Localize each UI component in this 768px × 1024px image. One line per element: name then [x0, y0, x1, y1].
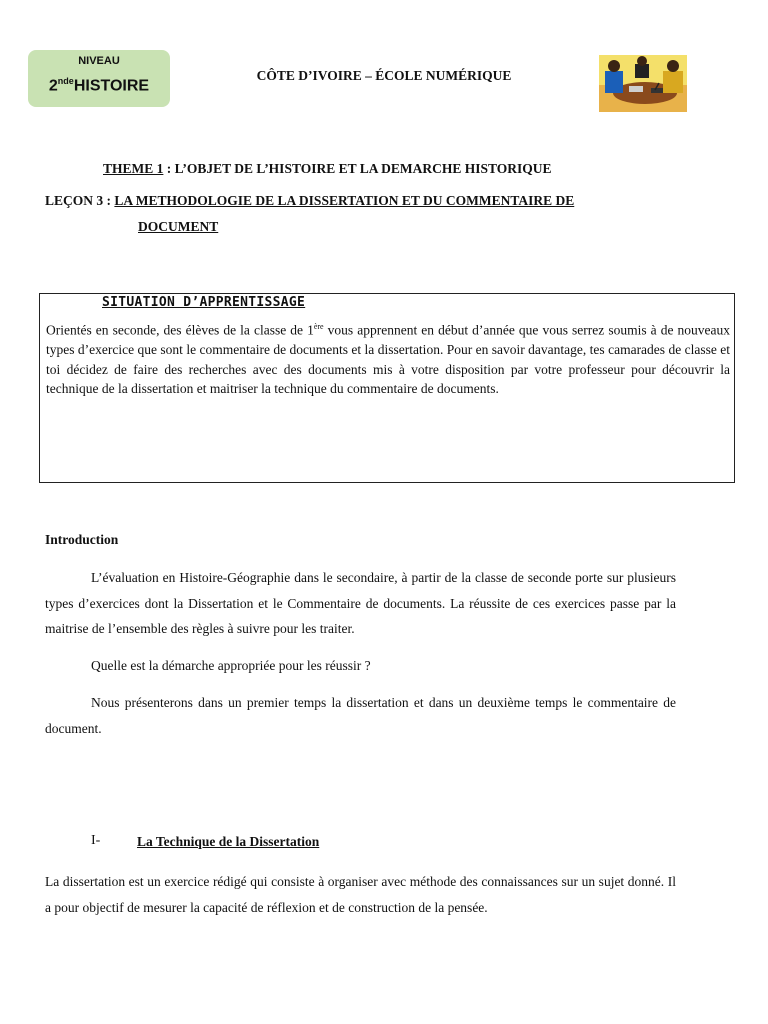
students-illustration-icon: [599, 55, 687, 112]
section-paragraph: La dissertation est un exercice rédigé qui consiste à organiser avec méthode des connaissances sur un sujet donné. Il a pour objectif de mesurer la capacité de réflexion et de construction de la pensée.: [45, 874, 676, 915]
intro-paragraph-1: [45, 565, 676, 642]
situation-text: [46, 317, 730, 399]
theme-separator: :: [163, 161, 175, 176]
lesson-title-line2: DOCUMENT: [138, 219, 219, 234]
lesson-heading: [45, 193, 574, 209]
situation-text-rest: vous apprennent en début d’année que vous serrez soumis à de nouveaux types d’exercice que sont le commentaire de documents et la dissertation. Pour en savoir davantage, tes camarades de classe et toi décidez de faire des recherches avec des documents mis à votre disposition par votre professeur pour découvrir la technique de la dissertation et maitriser la technique du commentaire de documents.: [46, 322, 730, 396]
intro-paragraph-2-text: Quelle est la démarche appropriée pour les réussir ?: [91, 658, 371, 673]
theme-heading: [103, 161, 552, 177]
situation-sup: ère: [313, 322, 324, 331]
introduction-heading: Introduction: [45, 532, 119, 547]
section-number: I-: [91, 833, 101, 848]
situation-title: SITUATION D’APPRENTISSAGE: [102, 295, 306, 310]
intro-paragraph-3-text: Nous présenterons dans un premier temps la dissertation et dans un deuxième temps le commentaire de document.: [45, 695, 676, 736]
organization-title: CÔTE D’IVOIRE – ÉCOLE NUMÉRIQUE: [256, 68, 512, 83]
intro-paragraph-2: [45, 653, 676, 679]
theme-label: THEME 1: [103, 161, 164, 176]
section-title: La Technique de la Dissertation: [137, 834, 320, 849]
class-prefix: 2: [48, 77, 58, 95]
situation-text-start: Orientés en seconde, des élèves de la classe de 1: [46, 322, 314, 338]
level-label: NIVEAU: [78, 55, 120, 67]
intro-paragraph-3: [45, 690, 676, 741]
class-name: HISTOIRE: [73, 77, 150, 95]
class-sup: nde: [57, 76, 74, 86]
theme-title: L’OBJET DE L’HISTOIRE ET LA DEMARCHE HISTORIQUE: [174, 161, 552, 176]
intro-paragraph-1-text: L’évaluation en Histoire-Géographie dans le secondaire, à partir de la classe de seconde porte sur plusieurs types d’exercices dont la Dissertation et le Commentaire de documents. La réussite de ces exercices passe par la maitrise de l’ensemble des règles à suivre pour les traiter.: [45, 570, 676, 636]
lesson-title-line1: LA METHODOLOGIE DE LA DISSERTATION ET DU COMMENTAIRE DE: [114, 193, 575, 208]
situation-box: [39, 293, 735, 483]
lesson-label: LEÇON 3 :: [45, 193, 115, 208]
